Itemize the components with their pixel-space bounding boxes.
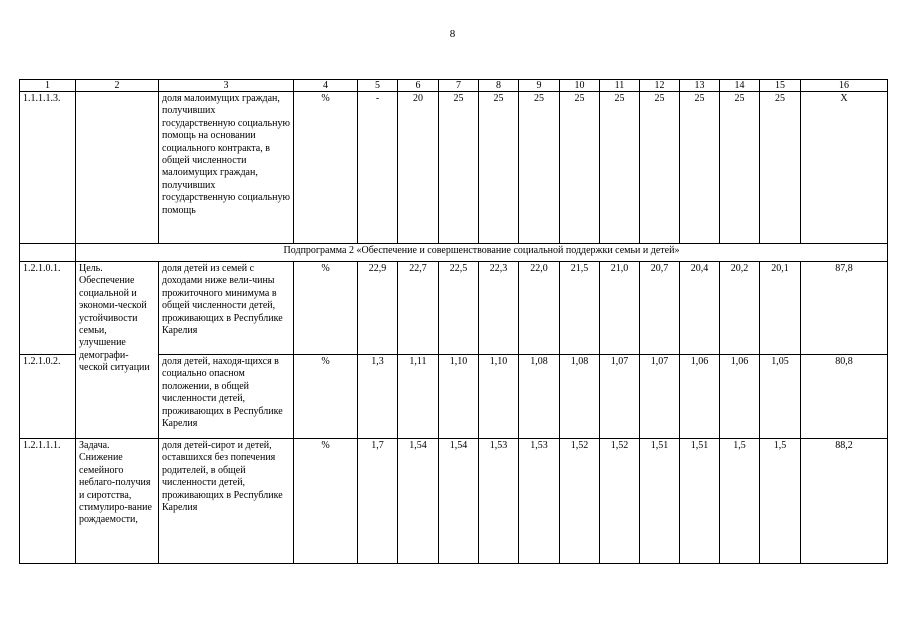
result-cell: 87,8 <box>801 262 888 355</box>
value-cell: 22,7 <box>398 262 439 355</box>
header-row <box>20 80 888 92</box>
value-cell: 1,11 <box>398 355 439 439</box>
value-cell: 1,53 <box>519 439 560 564</box>
header-cell: 6 <box>398 80 439 92</box>
value-cell: 1,06 <box>680 355 720 439</box>
value-cell: 20,4 <box>680 262 720 355</box>
indicator-name: доля детей-сирот и детей, оставшихся без попечения родителей, в общей численности детей, проживающих в Республике Карелия <box>159 439 294 564</box>
value-cell: 1,51 <box>640 439 680 564</box>
value-cell: 25 <box>439 92 479 244</box>
header-cell: 7 <box>439 80 479 92</box>
subprogram-title: Подпрограмма 2 «Обеспечение и совершенствование социальной поддержки семьи и детей» <box>76 244 888 262</box>
value-cell: 1,3 <box>358 355 398 439</box>
value-cell: 22,9 <box>358 262 398 355</box>
subprogram-row <box>20 244 888 262</box>
header-cell: 1 <box>20 80 76 92</box>
indicator-name: доля детей из семей с доходами ниже вели-чины прожиточного минимума в общей численности детей, проживающих в Республике Карелия <box>159 262 294 355</box>
value-cell: 20 <box>398 92 439 244</box>
header-cell: 9 <box>519 80 560 92</box>
value-cell: 1,53 <box>479 439 519 564</box>
value-cell: 1,5 <box>760 439 801 564</box>
goal-cell: Цель. Обеспечение социальной и экономи-ческой устойчивости семьи, улучшение демографи-ческой ситуации <box>76 262 159 439</box>
result-cell: Х <box>801 92 888 244</box>
page-number: 8 <box>449 28 456 40</box>
value-cell: 1,05 <box>760 355 801 439</box>
value-cell: 21,0 <box>600 262 640 355</box>
value-cell: 21,5 <box>560 262 600 355</box>
table-row <box>20 262 888 355</box>
value-cell: 25 <box>519 92 560 244</box>
value-cell: 25 <box>720 92 760 244</box>
indicator-name: доля малоимущих граждан, получивших государственную социальную помощь на основании социального контракта, в общей численности малоимущих граждан, получивших государственную социальную помощь <box>159 92 294 244</box>
header-cell: 2 <box>76 80 159 92</box>
header-cell: 10 <box>560 80 600 92</box>
indicator-code: 1.2.1.1.1. <box>20 439 76 564</box>
value-cell: 1,54 <box>439 439 479 564</box>
result-cell: 88,2 <box>801 439 888 564</box>
header-cell: 4 <box>294 80 358 92</box>
header-cell: 8 <box>479 80 519 92</box>
value-cell: 1,7 <box>358 439 398 564</box>
value-cell: 1,07 <box>600 355 640 439</box>
header-cell: 15 <box>760 80 801 92</box>
value-cell: 22,0 <box>519 262 560 355</box>
value-cell: 25 <box>479 92 519 244</box>
value-cell: 1,54 <box>398 439 439 564</box>
header-cell: 11 <box>600 80 640 92</box>
value-cell: 25 <box>640 92 680 244</box>
value-cell: 1,10 <box>439 355 479 439</box>
unit-cell: % <box>294 355 358 439</box>
unit-cell: % <box>294 262 358 355</box>
indicators-table <box>19 79 888 564</box>
unit-cell: % <box>294 439 358 564</box>
header-cell: 5 <box>358 80 398 92</box>
value-cell: 25 <box>680 92 720 244</box>
indicator-code: 1.2.1.0.2. <box>20 355 76 439</box>
value-cell: 1,07 <box>640 355 680 439</box>
value-cell: 1,52 <box>560 439 600 564</box>
value-cell: 25 <box>600 92 640 244</box>
value-cell: 22,3 <box>479 262 519 355</box>
empty-cell <box>20 244 76 262</box>
indicator-name: доля детей, находя-щихся в социально опасном положении, в общей численности детей, проживающих в Республике Карелия <box>159 355 294 439</box>
header-cell: 13 <box>680 80 720 92</box>
header-cell: 14 <box>720 80 760 92</box>
value-cell: 25 <box>560 92 600 244</box>
table-row <box>20 439 888 564</box>
unit-cell: % <box>294 92 358 244</box>
value-cell: 25 <box>760 92 801 244</box>
value-cell: 1,5 <box>720 439 760 564</box>
table-row <box>20 92 888 244</box>
result-cell: 80,8 <box>801 355 888 439</box>
goal-cell: Задача. Снижение семейного неблаго-получия и сиротства, стимулиро-вание рождаемости, <box>76 439 159 564</box>
value-cell: 20,1 <box>760 262 801 355</box>
value-cell: 1,10 <box>479 355 519 439</box>
indicator-code: 1.2.1.0.1. <box>20 262 76 355</box>
value-cell: 20,7 <box>640 262 680 355</box>
value-cell: 1,06 <box>720 355 760 439</box>
value-cell: 1,52 <box>600 439 640 564</box>
value-cell: 20,2 <box>720 262 760 355</box>
value-cell: 1,51 <box>680 439 720 564</box>
header-cell: 16 <box>801 80 888 92</box>
value-cell: 1,08 <box>560 355 600 439</box>
goal-cell <box>76 92 159 244</box>
header-cell: 3 <box>159 80 294 92</box>
indicator-code: 1.1.1.1.3. <box>20 92 76 244</box>
value-cell: - <box>358 92 398 244</box>
value-cell: 22,5 <box>439 262 479 355</box>
value-cell: 1,08 <box>519 355 560 439</box>
header-cell: 12 <box>640 80 680 92</box>
